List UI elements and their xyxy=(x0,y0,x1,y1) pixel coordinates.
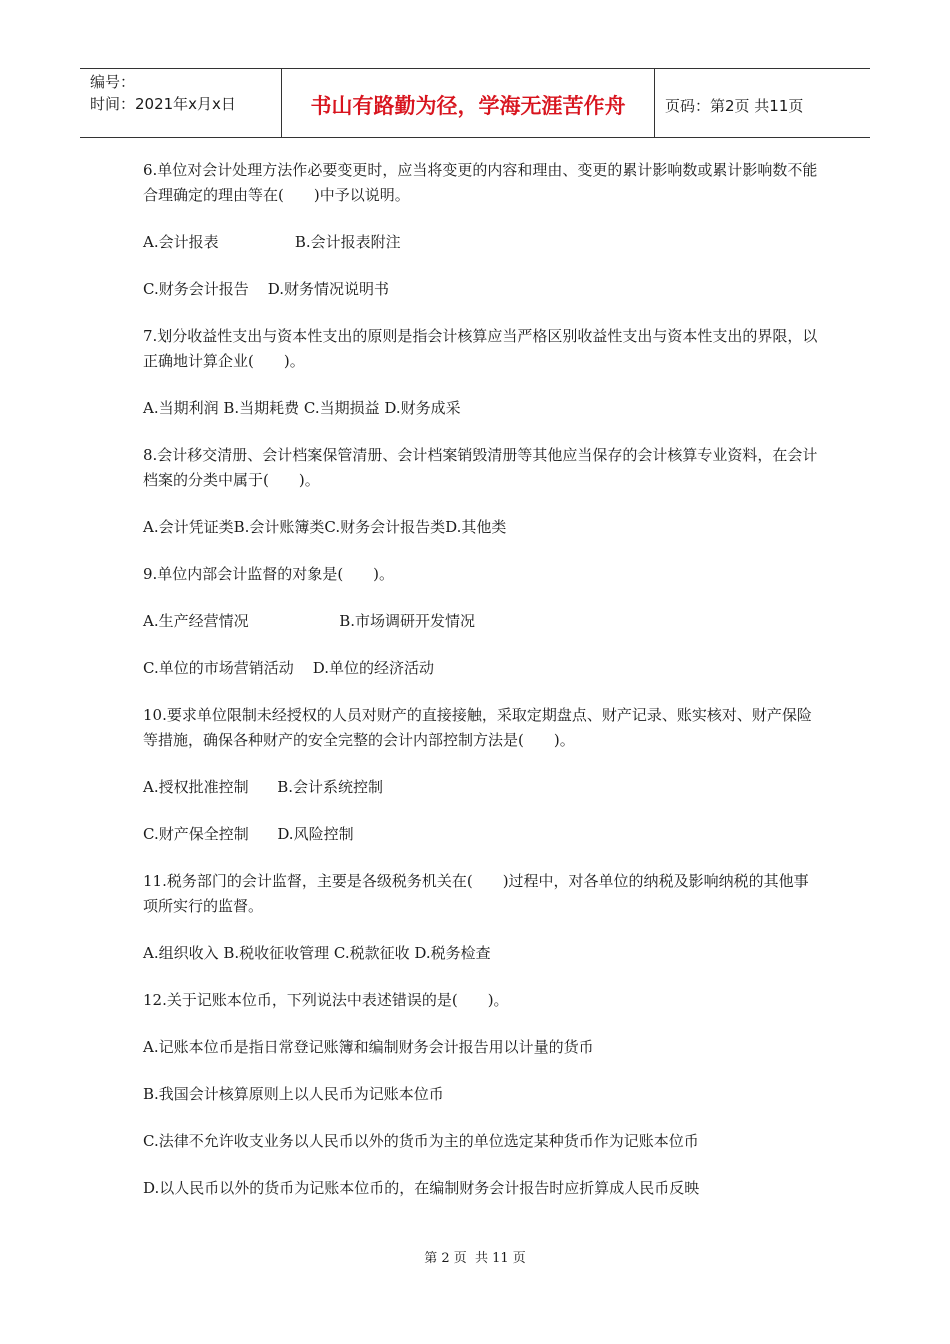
serial-label: 编号： xyxy=(90,73,136,91)
header-motto: 书山有路勤为径，学海无涯苦作舟 xyxy=(281,69,655,137)
question-list xyxy=(143,158,823,1223)
answer-options: C.财产保全控制 D.风险控制 xyxy=(143,825,354,843)
answer-options: A.授权批准控制 B.会计系统控制 xyxy=(143,778,384,796)
document-header xyxy=(80,68,870,138)
answer-options: C.单位的市场营销活动 D.单位的经济活动 xyxy=(143,659,435,677)
date-line: 时间：2021年x月x日 xyxy=(90,95,236,113)
answer-options: A.当期利润 B.当期耗费 C.当期损益 D.财务成采 xyxy=(143,399,461,417)
page-footer: 第 2 页 共 11 页 xyxy=(424,1251,526,1266)
question-11 xyxy=(143,869,823,966)
question-stem: 7.划分收益性支出与资本性支出的原则是指会计核算应当严格区别收益性支出与资本性支出的界限，以正确地计算企业( )。 xyxy=(143,327,818,370)
question-12 xyxy=(143,988,823,1201)
question-stem: 6.单位对会计处理方法作必要变更时，应当将变更的内容和理由、变更的累计影响数或累计影响数不能合理确定的理由等在( )中予以说明。 xyxy=(143,161,818,204)
answer-options: A.组织收入 B.税收征收管理 C.税款征收 D.税务检查 xyxy=(143,944,491,962)
question-6 xyxy=(143,158,823,302)
answer-options: A.生产经营情况 B.市场调研开发情况 xyxy=(143,612,475,630)
question-7 xyxy=(143,324,823,421)
question-8 xyxy=(143,443,823,540)
question-stem: 8.会计移交清册、会计档案保管清册、会计档案销毁清册等其他应当保存的会计核算专业资料，在会计档案的分类中属于( )。 xyxy=(143,446,818,489)
question-9 xyxy=(143,562,823,681)
question-stem: 12.关于记账本位币，下列说法中表述错误的是( )。 xyxy=(143,991,509,1009)
answer-options: D.以人民币以外的货币为记账本位币的，在编制财务会计报告时应折算成人民币反映 xyxy=(143,1179,700,1197)
answer-options: C.财务会计报告 D.财务情况说明书 xyxy=(143,280,390,298)
question-stem: 9.单位内部会计监督的对象是( )。 xyxy=(143,565,395,583)
header-page-info: 页码：第2页 共11页 xyxy=(665,96,804,115)
answer-options: A.记账本位币是指日常登记账簿和编制财务会计报告用以计量的货币 xyxy=(143,1038,594,1056)
answer-options: B.我国会计核算原则上以人民币为记账本位币 xyxy=(143,1085,444,1103)
answer-options: A.会计凭证类B.会计账簿类C.财务会计报告类D.其他类 xyxy=(143,518,507,536)
question-10 xyxy=(143,703,823,847)
answer-options: C.法律不允许收支业务以人民币以外的货币为主的单位选定某种货币作为记账本位币 xyxy=(143,1132,699,1150)
question-stem: 11.税务部门的会计监督，主要是各级税务机关在( )过程中，对各单位的纳税及影响纳税的其他事项所实行的监督。 xyxy=(143,872,809,915)
header-meta xyxy=(80,69,281,137)
question-stem: 10.要求单位限制未经授权的人员对财产的直接接触，采取定期盘点、财产记录、账实核对、财产保险等措施，确保各种财产的安全完整的会计内部控制方法是( )。 xyxy=(143,706,812,749)
answer-options: A.会计报表 B.会计报表附注 xyxy=(143,233,401,251)
